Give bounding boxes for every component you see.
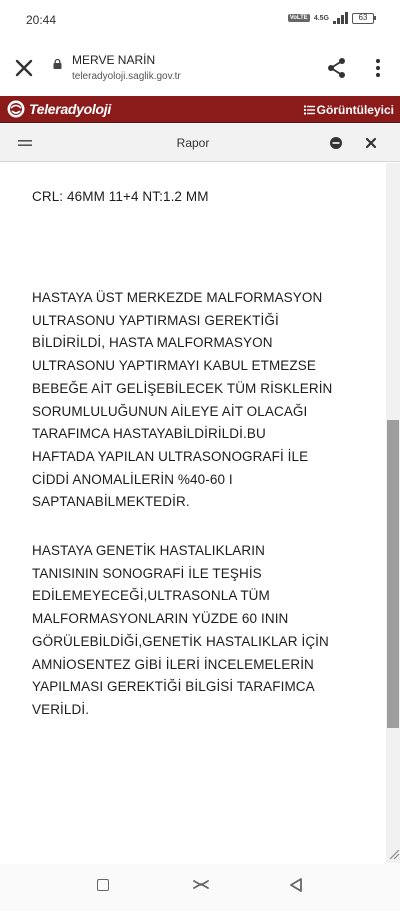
back-icon[interactable] — [289, 877, 303, 893]
status-indicators — [288, 12, 374, 24]
report-line: CİDDİ ANOMALİLERİN %40-60 I — [32, 471, 233, 487]
lock-icon — [53, 59, 62, 69]
dialog-title: Rapor — [176, 136, 210, 150]
viewer-button[interactable] — [304, 103, 394, 117]
report-line: BEBEĞE AİT GELİŞEBİLECEK TÜM RİSKLERİN — [32, 380, 333, 396]
report-line: SORUMLULUĞUNUN AİLEYE AİT OLACAĞI — [32, 403, 308, 419]
report-line: AMNİOSENTEZ GİBİ İLERİ İNCELEMELERİN — [32, 656, 314, 672]
report-line: ULTRASONU YAPTIRMASI GEREKTİĞİ — [32, 312, 279, 328]
dialog-close-icon[interactable] — [364, 136, 378, 150]
status-time: 20:44 — [26, 13, 57, 27]
report-paragraph-1 — [32, 287, 372, 514]
status-bar — [0, 0, 400, 40]
volte-badge: VoLTE — [289, 15, 308, 21]
browser-bar — [0, 40, 400, 96]
report-line: HASTAYA GENETİK HASTALIKLARIN — [32, 543, 265, 558]
viewer-label: Görüntüleyici — [316, 103, 394, 117]
report-dialog-header — [0, 124, 400, 162]
report-line: VERİLDİ. — [32, 701, 90, 717]
home-icon[interactable] — [192, 878, 210, 892]
report-line: MALFORMASYONLARIN YÜZDE 60 ININ — [32, 611, 289, 627]
report-line: TARAFIMCA HASTAYABİLDİRİLDİ.BU — [32, 426, 266, 442]
report-line: HASTAYA ÜST MERKEZDE MALFORMASYON — [32, 290, 323, 305]
report-line: HAFTADA YAPILAN ULTRASONOGRAFİ İLE — [32, 448, 309, 464]
share-icon[interactable] — [326, 57, 348, 79]
resize-grip-icon[interactable] — [386, 846, 400, 860]
report-line: YAPILMASI GEREKTİĞİ BİLGİSİ TARAFIMCA — [32, 679, 315, 695]
page-owner: MERVE NARİN — [72, 53, 156, 67]
network-type: 4.5G — [313, 14, 329, 22]
close-icon[interactable] — [12, 56, 36, 80]
report-line: GÖRÜLEBİLDİĞİ,GENETİK HASTALIKLAR İÇİN — [32, 633, 329, 649]
report-line: TANISININ SONOGRAFİ İLE TEŞHİS — [32, 565, 262, 581]
minimize-icon[interactable] — [330, 137, 342, 149]
page-url: teleradyoloji.saglik.gov.tr — [72, 71, 181, 82]
logo-text: Teleradyoloji — [29, 101, 111, 117]
teleradyoloji-logo-icon — [6, 99, 26, 119]
signal-icon — [333, 12, 348, 24]
report-line: SAPTANABİLMEKTEDİR. — [32, 494, 190, 510]
list-icon — [304, 105, 315, 115]
report-line: ULTRASONU YAPTIRMAYI KABUL ETMEZSE — [32, 358, 316, 374]
more-vert-icon[interactable] — [370, 57, 386, 79]
system-nav-bar — [0, 864, 400, 911]
app-header — [0, 96, 400, 123]
recents-icon[interactable] — [97, 879, 109, 891]
app-logo[interactable] — [6, 99, 111, 119]
report-line: BİLDİRİLDİ, HASTA MALFORMASYON — [32, 335, 273, 351]
crl-measurement: CRL: 46MM 11+4 NT:1.2 MM — [32, 189, 209, 204]
report-paragraph-2 — [32, 540, 372, 722]
battery-icon: 63 — [352, 13, 374, 24]
report-line: EDİLEMEYECEĞİ,ULTRASONLA TÜM — [32, 588, 270, 604]
report-content — [0, 163, 386, 863]
scrollbar-thumb[interactable] — [387, 420, 399, 728]
